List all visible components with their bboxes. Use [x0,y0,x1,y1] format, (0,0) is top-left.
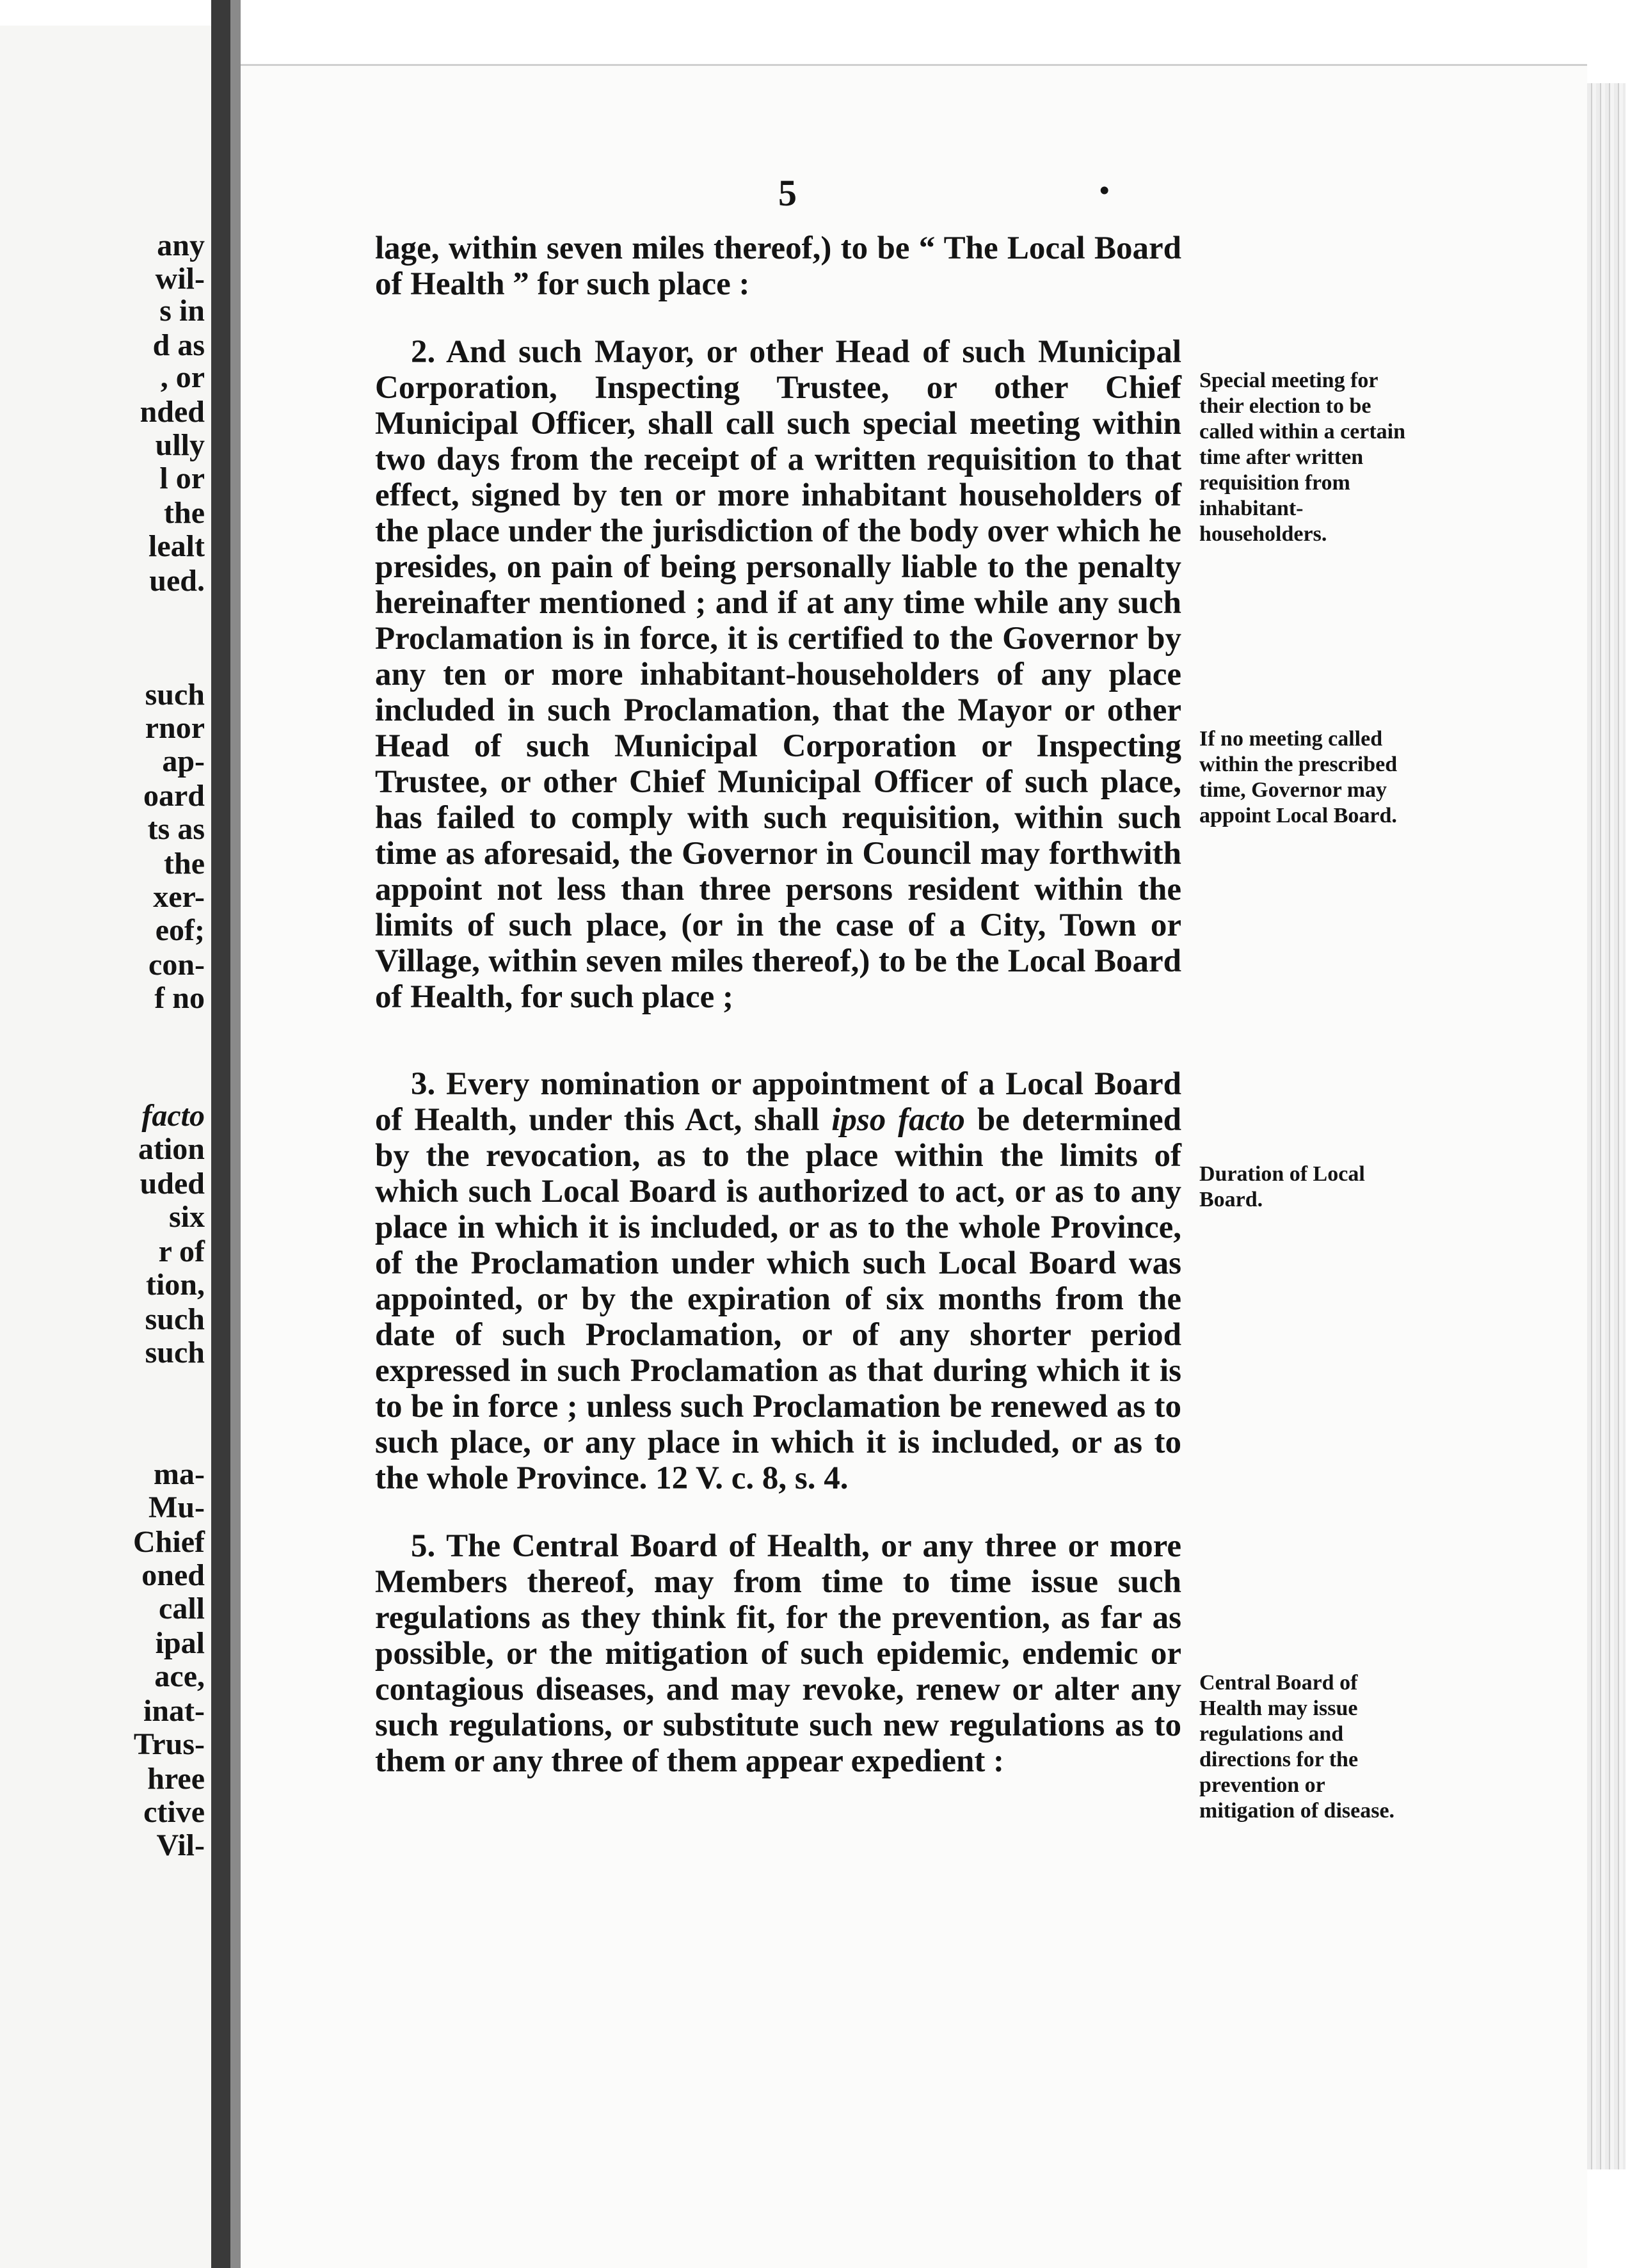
left-page-line-fragment: s in [159,294,205,328]
left-page-line-fragment: oned [141,1558,205,1592]
left-page-line-fragment: ued. [149,564,205,598]
section-3-text-start: 3. Every nomination or appointment of a Local Board of Health, under this Act, shall [375,1066,1181,1138]
left-page-line-fragment: ap- [162,744,205,778]
margin-note-no-meeting: If no meeting called within the prescribed time, Governor may appoint Local Board. [1199,727,1398,827]
section-3-italic-phrase: ipso facto [831,1102,965,1138]
margin-note-duration: Duration of Local Board. [1199,1162,1365,1211]
page-edge-stack [1587,83,1626,2169]
left-page-line-fragment: Mu- [148,1490,205,1524]
margin-note-central-board: Central Board of Health may issue regulations and directions for the prevention or mitigation of disease. [1199,1671,1395,1823]
left-page-line-fragment: ts as [147,812,205,846]
left-page-line-fragment: such [145,678,205,712]
left-page-line-fragment: such [145,1336,205,1370]
page-dot-mark: • [1099,175,1110,206]
paragraph-section-5: 5. The Central Board of Health, or any three or more Members thereof, may from time to time issue such regulations as they think fit, for the prevention, as far as possible, or the mitigation of such epidemic, endemic or contagious diseases, and may revoke, renew or alter any such regulations, or substitute such new regulations as to them or any three of them appear expedient : [375,1528,1181,1779]
paragraph-section-3 [375,1066,1181,1496]
book-gutter [211,0,230,2268]
book-gutter-shadow [230,0,241,2268]
left-page-line-fragment: r of [158,1234,205,1268]
left-page-line-fragment: Vil- [156,1828,205,1862]
left-page-line-fragment: call [159,1592,205,1625]
left-page-line-fragment: tion, [145,1268,205,1302]
left-page-line-fragment: oard [143,779,205,813]
left-page-line-fragment: ation [138,1132,205,1166]
left-page-line-fragment: rnor [145,711,205,745]
left-page-line-fragment: uded [140,1167,205,1201]
margin-note-special-meeting: Special meeting for their election to be called within a certain time after written requisition from inhabitant-householders. [1199,369,1406,546]
left-page-line-fragment: , or [160,360,205,394]
left-page-line-fragment: d as [152,328,205,362]
left-page-line-fragment: eof; [155,913,205,947]
left-page-line-fragment: six [168,1200,205,1234]
left-page-line-fragment: lealt [148,529,205,563]
section-3-text-end: be determined by the revocation, as to the place within the limits of which such Local Board is authorized to act, or as to any place in which it is included, or as to the whole Province, of the Proclamation under which such Local Board was appointed, or by the expiration of six months from the date of such Proclamation, or of any shorter period expressed in such Proclamation as that during which it is to be in force ; unless such Proclamation be renewed as to such place, or any place in which it is included, or as to the whole Province. 12 V. c. 8, s. 4. [375,1102,1181,1496]
left-page-line-fragment: xer- [153,880,205,914]
left-page-line-fragment: con- [148,948,205,982]
left-page-line-fragment: f no [154,981,205,1015]
left-page-line-fragment: nded [140,395,205,429]
left-page-line-fragment: facto [141,1099,205,1133]
left-page-line-fragment: any [157,228,205,262]
left-page-line-fragment: the [164,496,205,530]
left-page-line-fragment: ma- [154,1457,205,1491]
left-page-fragment [0,26,211,2268]
left-page-line-fragment: such [145,1302,205,1336]
body-text-column [375,230,1181,1779]
left-page-line-fragment: inat- [143,1694,205,1728]
left-page-line-fragment: wil- [155,262,205,296]
left-page-line-fragment: the [164,847,205,881]
left-page-line-fragment: ipal [155,1626,205,1660]
left-page-line-fragment: l or [159,461,205,495]
left-page-line-fragment: ctive [143,1795,205,1829]
page-number: 5 [778,172,797,214]
left-page-line-fragment: Chief [133,1525,205,1559]
left-page-line-fragment: ully [155,428,205,462]
left-page-line-fragment: Trus- [133,1727,205,1761]
paragraph-intro: lage, within seven miles thereof,) to be “ The Local Board of Health ” for such place : [375,230,1181,302]
left-page-line-fragment: ace, [154,1659,205,1693]
paragraph-section-2: 2. And such Mayor, or other Head of such Municipal Corporation, Inspecting Trustee, or other Chief Municipal Officer, shall call such special meeting within two days from the receipt of a written requisition to that effect, signed by ten or more inhabitant householders of the place under the jurisdiction of the body over which he presides, on pain of being personally liable to the penalty hereinafter mentioned ; and if at any time while any such Proclamation is in force, it is certified to the Governor by any ten or more inhabitant-householders of any place included in such Proclamation, that the Mayor or other Head of such Municipal Corporation or Inspecting Trustee, or other Chief Municipal Officer of such place, has failed to comply with such requisition, within such time as aforesaid, the Governor in Council may forthwith appoint not less than three persons resident within the limits of such place, (or in the case of a City, Town or Village, within seven miles thereof,) to be the Local Board of Health, for such place ; [375,334,1181,1015]
left-page-line-fragment: hree [147,1762,205,1796]
